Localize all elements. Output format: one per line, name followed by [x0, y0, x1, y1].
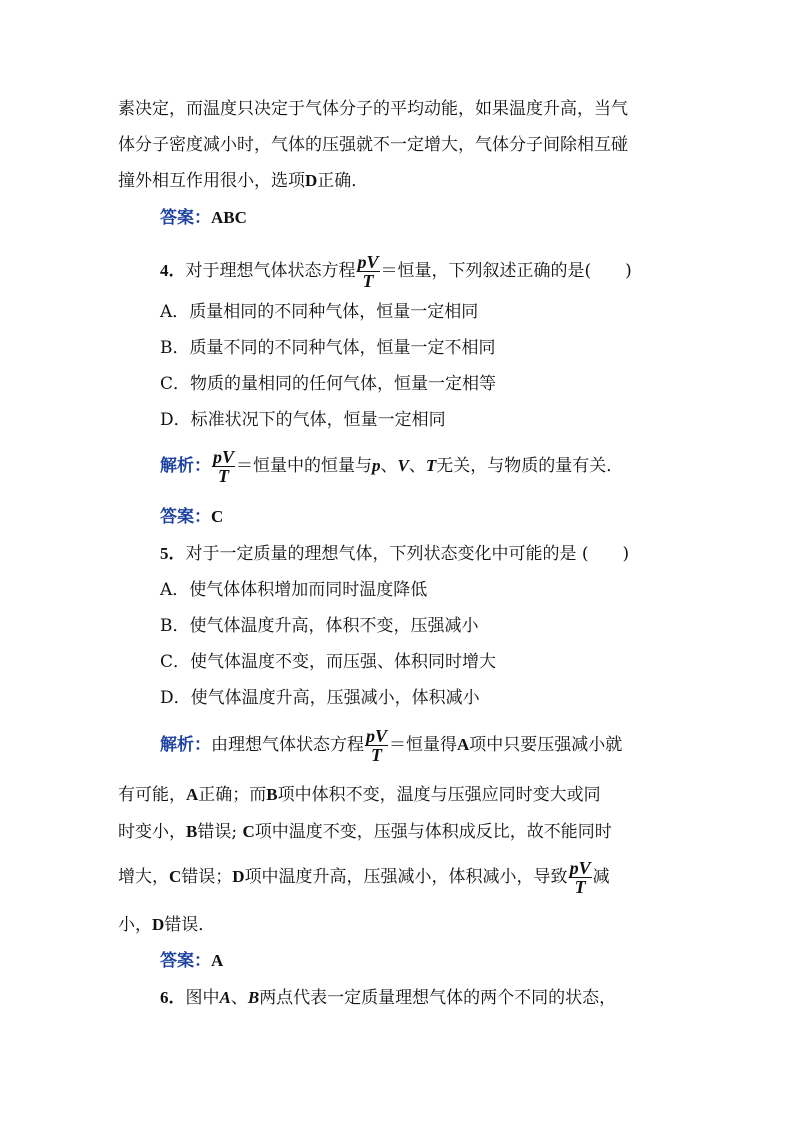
text-line: 撞外相互作用很小，选项D正确． — [118, 171, 369, 191]
fraction-pv-over-t: $\frac{pV}{T}$ — [357, 252, 379, 291]
answer-value: A — [211, 951, 224, 970]
question-number: 6． — [160, 988, 186, 1007]
analysis-label: 解析： — [160, 735, 211, 755]
question-4-stem: 4．对于理想气体状态方程 $\frac{pV}{T}$ ＝恒量，下列叙述正确的是( ) — [160, 252, 632, 291]
question-6-stem: 6．图中A、B两点代表一定质量理想气体的两个不同的状态， — [160, 988, 617, 1008]
text-line: 小，D错误． — [118, 915, 216, 935]
analysis-line: 解析：由理想气体状态方程 $\frac{pV}{T}$ ＝恒量得A项中只要压强减小就 — [160, 726, 623, 765]
answer-value: ABC — [211, 208, 247, 227]
text-line: 有可能，A正确；而B项中体积不变，温度与压强应同时变大或同 — [118, 785, 601, 805]
option-b: B．使气体温度升高，体积不变，压强减小 — [160, 616, 479, 636]
answer-line — [160, 950, 223, 972]
answer-line — [160, 506, 223, 528]
option-b: B．质量不同的不同种气体，恒量一定不相同 — [160, 338, 496, 358]
answer-label: 答案： — [160, 951, 211, 971]
answer-value: C — [211, 507, 224, 526]
text-line: 增大，C错误；D项中温度升高，压强减小，体积减小，导致 $\frac{pV}{T}$ 减 — [118, 858, 610, 897]
fraction-pv-over-t: $\frac{pV}{T}$ — [366, 726, 388, 765]
analysis-line: 解析： $\frac{pV}{T}$ ＝恒量中的恒量与p、V、T无关，与物质的量有关． — [160, 447, 624, 486]
text-line: 体分子密度减小时，气体的压强就不一定增大，气体分子间除相互碰 — [118, 135, 628, 155]
question-5-stem: 5．对于一定质量的理想气体，下列状态变化中可能的是 ( ) — [160, 544, 630, 564]
option-a: A．质量相同的不同种气体，恒量一定相同 — [160, 302, 479, 322]
answer-label: 答案： — [160, 208, 211, 228]
text-line: 素决定，而温度只决定于气体分子的平均动能，如果温度升高，当气 — [118, 99, 628, 119]
fraction-pv-over-t: $\frac{pV}{T}$ — [213, 447, 235, 486]
question-number: 4． — [160, 261, 186, 280]
option-a: A．使气体体积增加而同时温度降低 — [160, 580, 428, 600]
text-line: 时变小，B错误; C项中温度不变，压强与体积成反比，故不能同时 — [118, 822, 612, 842]
question-number: 5． — [160, 544, 186, 563]
option-c: C．物质的量相同的任何气体，恒量一定相等 — [160, 374, 497, 394]
answer-label: 答案： — [160, 507, 211, 527]
option-c: C．使气体温度不变，而压强、体积同时增大 — [160, 652, 497, 672]
answer-line — [160, 207, 247, 229]
analysis-label: 解析： — [160, 456, 211, 476]
option-d: D．标准状况下的气体，恒量一定相同 — [160, 410, 446, 430]
fraction-pv-over-t: $\frac{pV}{T}$ — [569, 858, 591, 897]
option-d: D．使气体温度升高，压强减小，体积减小 — [160, 688, 480, 708]
